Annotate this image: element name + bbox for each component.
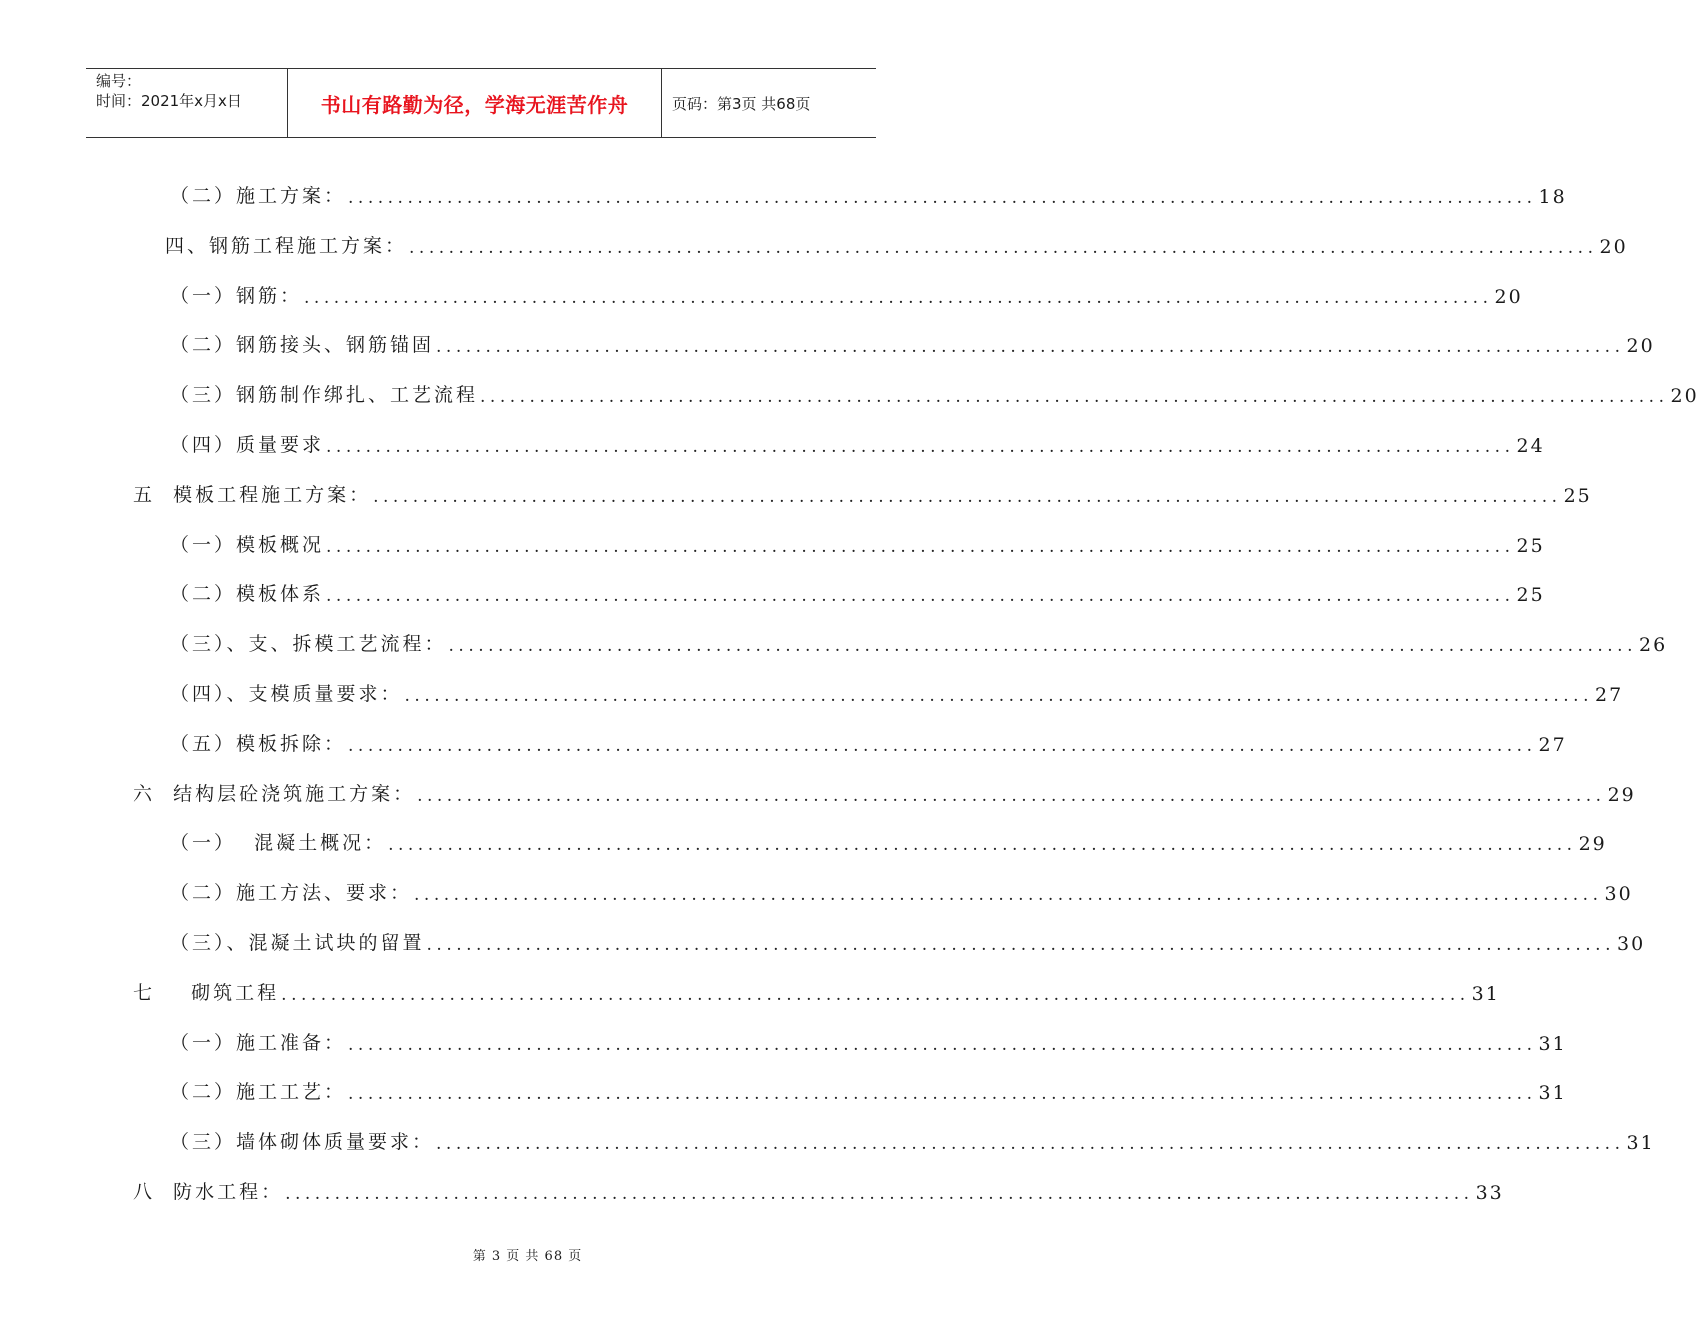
toc-leader-dots: ........................................................................................................................ bbox=[348, 735, 1537, 756]
toc-entry-label: （二）钢筋接头、钢筋锚固 bbox=[170, 334, 435, 357]
toc-entry-label: （二）施工方案： bbox=[170, 185, 347, 207]
toc-entry[interactable] bbox=[170, 178, 1567, 208]
toc-entry-label: （四）质量要求 bbox=[170, 434, 325, 456]
toc-entry[interactable] bbox=[170, 377, 1699, 408]
toc-leader-dots: ........................................................................................................................ bbox=[348, 1084, 1537, 1105]
toc-entry-page: 20 bbox=[1626, 335, 1655, 358]
toc-entry-page: 30 bbox=[1616, 933, 1646, 955]
toc-leader-dots: ........................................................................................................................ bbox=[326, 586, 1515, 607]
toc-entry-page: 29 bbox=[1578, 833, 1607, 856]
toc-entry-label: 八 防水工程： bbox=[133, 1181, 284, 1203]
toc-entry[interactable] bbox=[170, 925, 1646, 955]
toc-leader-dots: ........................................................................................................................ bbox=[414, 885, 1603, 906]
toc-entry[interactable] bbox=[170, 626, 1668, 657]
toc-entry[interactable] bbox=[170, 527, 1545, 557]
toc-entry[interactable] bbox=[170, 576, 1545, 607]
toc-entry-label: （四）、支模质量要求： bbox=[170, 683, 403, 705]
toc-leader-dots: ........................................................................................................................ bbox=[436, 337, 1625, 358]
toc-entry-page: 25 bbox=[1563, 484, 1592, 507]
toc-leader-dots: ........................................................................................................................ bbox=[326, 536, 1515, 557]
page-footer: 第 3 页 共 68 页 bbox=[472, 1249, 583, 1264]
toc-entry[interactable] bbox=[170, 875, 1633, 906]
toc-entry-page: 20 bbox=[1599, 235, 1628, 258]
toc-entry-label: （三）钢筋制作绑扎、工艺流程 bbox=[170, 384, 479, 407]
toc-entry-page: 18 bbox=[1538, 186, 1567, 208]
toc-entry-page: 31 bbox=[1538, 1082, 1567, 1105]
toc-entry[interactable] bbox=[170, 1124, 1655, 1155]
toc-entry[interactable] bbox=[170, 1025, 1567, 1055]
toc-entry-label: （二）施工方法、要求： bbox=[170, 882, 413, 905]
toc-entry-label: （一）模板概况 bbox=[170, 533, 325, 556]
toc-leader-dots: ........................................................................................................................ bbox=[404, 686, 1593, 706]
header-motto: 书山有路勤为径，学海无涯苦作舟 bbox=[288, 69, 662, 137]
toc-entry-page: 31 bbox=[1626, 1132, 1655, 1155]
toc-entry-page: 31 bbox=[1538, 1032, 1567, 1055]
toc-entry[interactable] bbox=[170, 278, 1523, 308]
toc-entry-label: 四、钢筋工程施工方案： bbox=[165, 234, 408, 257]
toc-entry-page: 26 bbox=[1638, 634, 1668, 657]
toc-entry[interactable] bbox=[170, 327, 1655, 358]
toc-entry[interactable] bbox=[170, 825, 1607, 856]
toc-leader-dots: ........................................................................................................................ bbox=[426, 935, 1615, 955]
header-page-info: 页码：第3页 共68页 bbox=[672, 94, 811, 113]
toc-entry-label: （一）钢筋： bbox=[170, 284, 303, 307]
toc-entry[interactable] bbox=[133, 776, 1636, 806]
toc-entry-label: 五 模板工程施工方案： bbox=[133, 483, 372, 506]
toc-entry-page: 24 bbox=[1516, 435, 1545, 457]
toc-entry-page: 25 bbox=[1516, 534, 1545, 557]
toc-entry-label: （三）、支、拆模工艺流程： bbox=[170, 633, 447, 656]
toc-entry[interactable] bbox=[133, 975, 1500, 1005]
page-header bbox=[86, 68, 876, 138]
toc-leader-dots: ........................................................................................................................ bbox=[281, 984, 1470, 1005]
toc-leader-dots: ........................................................................................................................ bbox=[480, 387, 1669, 408]
toc-entry-label: 六 结构层砼浇筑施工方案： bbox=[133, 782, 416, 805]
toc-entry[interactable] bbox=[133, 477, 1592, 507]
toc-entry-page: 31 bbox=[1471, 982, 1500, 1005]
toc-entry-label: （一）施工准备： bbox=[170, 1031, 347, 1054]
toc-leader-dots: ........................................................................................................................ bbox=[348, 188, 1537, 208]
toc-entry-page: 33 bbox=[1475, 1182, 1504, 1204]
header-meta bbox=[86, 69, 288, 137]
toc-entry-label: （五）模板拆除： bbox=[170, 732, 347, 755]
toc-leader-dots: ........................................................................................................................ bbox=[436, 1134, 1625, 1155]
toc-leader-dots: ........................................................................................................................ bbox=[326, 437, 1515, 457]
toc-entry[interactable] bbox=[165, 228, 1628, 258]
toc-entry-label: 七 砌筑工程 bbox=[133, 981, 280, 1004]
toc-entry[interactable] bbox=[133, 1174, 1504, 1204]
toc-entry-label: （三）、混凝土试块的留置 bbox=[170, 932, 425, 954]
toc-leader-dots: ........................................................................................................................ bbox=[304, 287, 1493, 308]
toc-leader-dots: ........................................................................................................................ bbox=[285, 1184, 1474, 1204]
toc-entry-page: 29 bbox=[1607, 783, 1636, 806]
toc-entry-page: 20 bbox=[1670, 385, 1699, 408]
toc-leader-dots: ........................................................................................................................ bbox=[448, 636, 1637, 657]
toc-entry-page: 25 bbox=[1516, 584, 1545, 607]
toc-entry[interactable] bbox=[170, 726, 1567, 756]
toc-entry-page: 30 bbox=[1604, 883, 1633, 906]
toc-entry-label: （二）模板体系 bbox=[170, 583, 325, 606]
toc-entry[interactable] bbox=[170, 1074, 1567, 1105]
toc-leader-dots: ........................................................................................................................ bbox=[373, 486, 1562, 507]
toc-entry-page: 27 bbox=[1594, 684, 1624, 706]
toc-entry-page: 27 bbox=[1538, 733, 1567, 756]
toc-entry-label: （一） 混凝土概况： bbox=[170, 832, 387, 855]
toc-entry[interactable] bbox=[170, 676, 1624, 706]
toc-leader-dots: ........................................................................................................................ bbox=[409, 237, 1598, 258]
toc-leader-dots: ........................................................................................................................ bbox=[348, 1034, 1537, 1055]
toc-entry-page: 20 bbox=[1494, 285, 1523, 308]
document-number: 编号： bbox=[96, 72, 142, 90]
document-time: 时间：2021年x月x日 bbox=[96, 92, 242, 110]
toc-entry[interactable] bbox=[170, 427, 1545, 457]
toc-entry-label: （二）施工工艺： bbox=[170, 1081, 347, 1104]
toc-leader-dots: ........................................................................................................................ bbox=[417, 785, 1606, 806]
toc-entry-label: （三）墙体砌体质量要求： bbox=[170, 1131, 435, 1154]
toc-leader-dots: ........................................................................................................................ bbox=[388, 835, 1577, 856]
